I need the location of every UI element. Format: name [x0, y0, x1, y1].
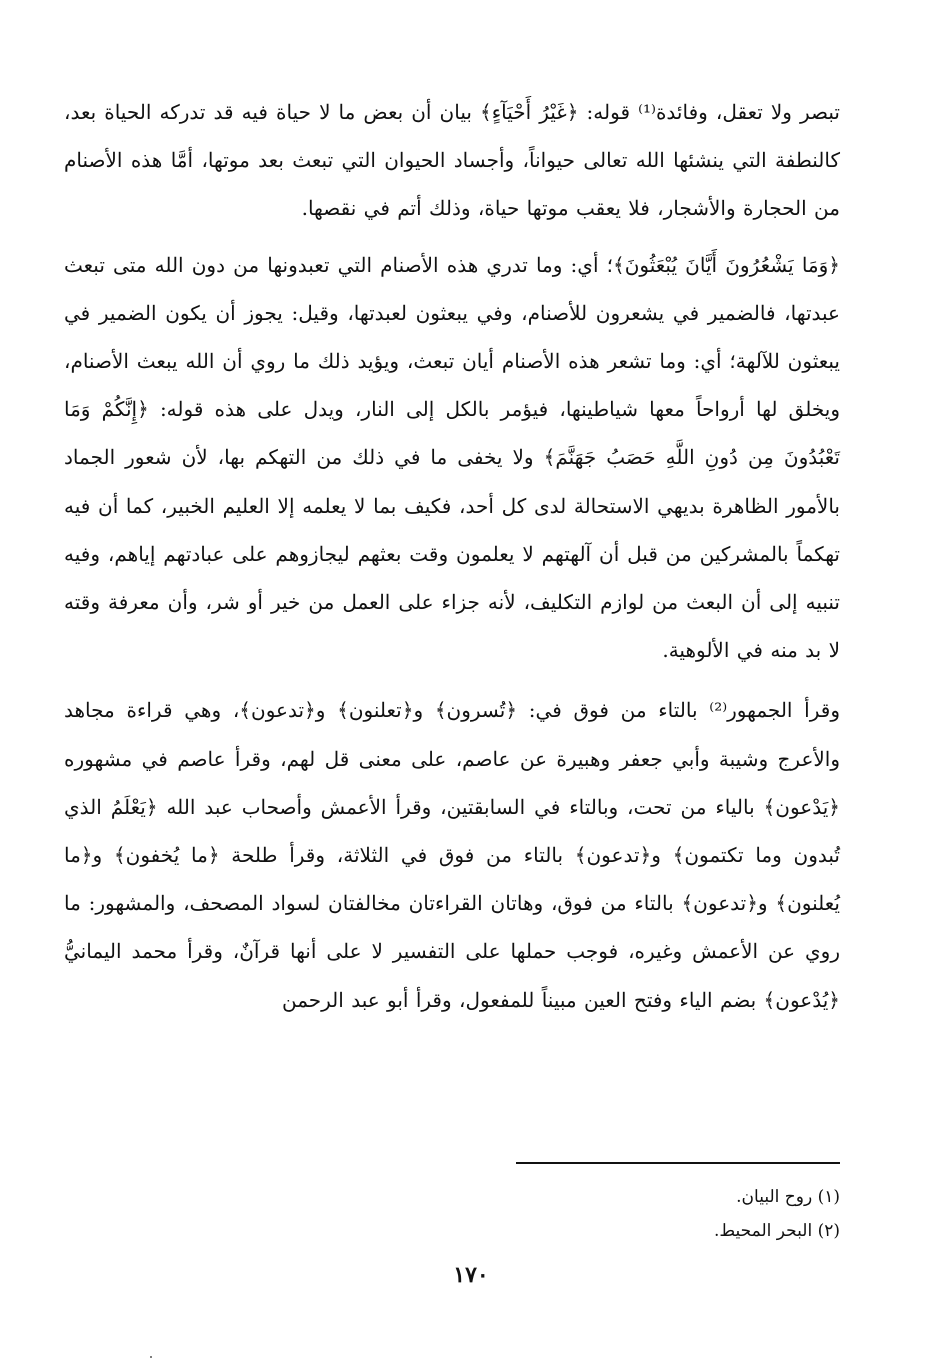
- footnote-1: (١) روح البيان.: [736, 1187, 840, 1207]
- footnote-2: (٢) البحر المحيط.: [714, 1221, 840, 1241]
- paragraph-1: تبصر ولا تعقل، وفائدة⁽¹⁾ قوله: ﴿غَيْرُ أَحْيَآءٍ﴾ بيان أن بعض ما لا حياة فيه قد تدركه الحياة بعد، كالنطفة التي ينشئها الله تعالى حيواناً، وأجساد الحيوان التي تبعث بعد موتها، أمَّا هذه الأصنام من الحجارة والأشجار، فلا يعقب موتها حياة، وذلك أتم في نقصها.: [64, 100, 840, 221]
- page-number: ١٧٠: [453, 1262, 489, 1288]
- paragraph-2: ﴿وَمَا يَشْعُرُونَ أَيَّانَ يُبْعَثُونَ﴾؛ أي: وما تدري هذه الأصنام التي تعبدونها من دون الله متى تبعث عبدتها، فالضمير في يشعرون للأصنام، وفي يبعثون لعبدتها، وقيل: يجوز أن يكون الضمير في يبعثون للآلهة؛ أي: وما تشعر هذه الأصنام أيان تبعث، ويؤيد ذلك ما روي أن الله يبعث الأصنام، ويخلق لها أرواحاً معها شياطينها، فيؤمر بالكل إلى النار، ويدل على هذه قوله: ﴿إِنَّكُمْ وَمَا تَعْبُدُونَ مِن دُونِ اللَّهِ حَصَبُ جَهَنَّمَ﴾ ولا يخفى ما في ذلك من التهكم بها، لأن شعور الجماد بالأمور الظاهرة بديهي الاستحالة لدى كل أحد، فكيف بما لا يعلمه إلا العليم الخبير، كما أن فيه تهكماً بالمشركين من قبل أن آلهتهم لا يعلمون وقت بعثهم ليجازوهم على عبادتهم إياهم، وفيه تنبيه إلى أن البعث من لوازم التكليف، لأنه جزاء على العمل من خير أو شر، وأن معرفة وقته لا بد منه في الألوهية.: [64, 252, 840, 663]
- footnotes: [420, 1180, 840, 1248]
- scan-speck: [150, 1356, 152, 1358]
- paragraph-3: وقرأ الجمهور⁽²⁾ بالتاء من فوق في: ﴿تُسرون﴾ و﴿تعلنون﴾ و﴿تدعون﴾، وهي قراءة مجاهد والأعرج وشيبة وأبي جعفر وهبيرة عن عاصم، على معنى قل لهم، وقرأ عاصم في مشهوره ﴿يَدْعون﴾ بالياء من تحت، وبالتاء في السابقتين، وقرأ الأعمش وأصحاب عبد الله ﴿يَعْلَمُ الذي تُبدون وما تكتمون﴾ و﴿تدعون﴾ بالتاء من فوق في الثلاثة، وقرأ طلحة ﴿ما يُخفون﴾ و﴿ما يُعلنون﴾ و﴿تدعون﴾ بالتاء من فوق، وهاتان القراءتان مخالفتان لسواد المصحف، والمشهور: ما روي عن الأعمش وغيره، فوجب حملها على التفسير لا على أنها قرآنٌ، وقرأ محمد اليمانيُّ ﴿يُدْعون﴾ بضم الياء وفتح العين مبيناً للمفعول، وقرأ أبو عبد الرحمن: [64, 698, 840, 1012]
- footnote-divider: [516, 1162, 840, 1164]
- page-body: [64, 88, 840, 1024]
